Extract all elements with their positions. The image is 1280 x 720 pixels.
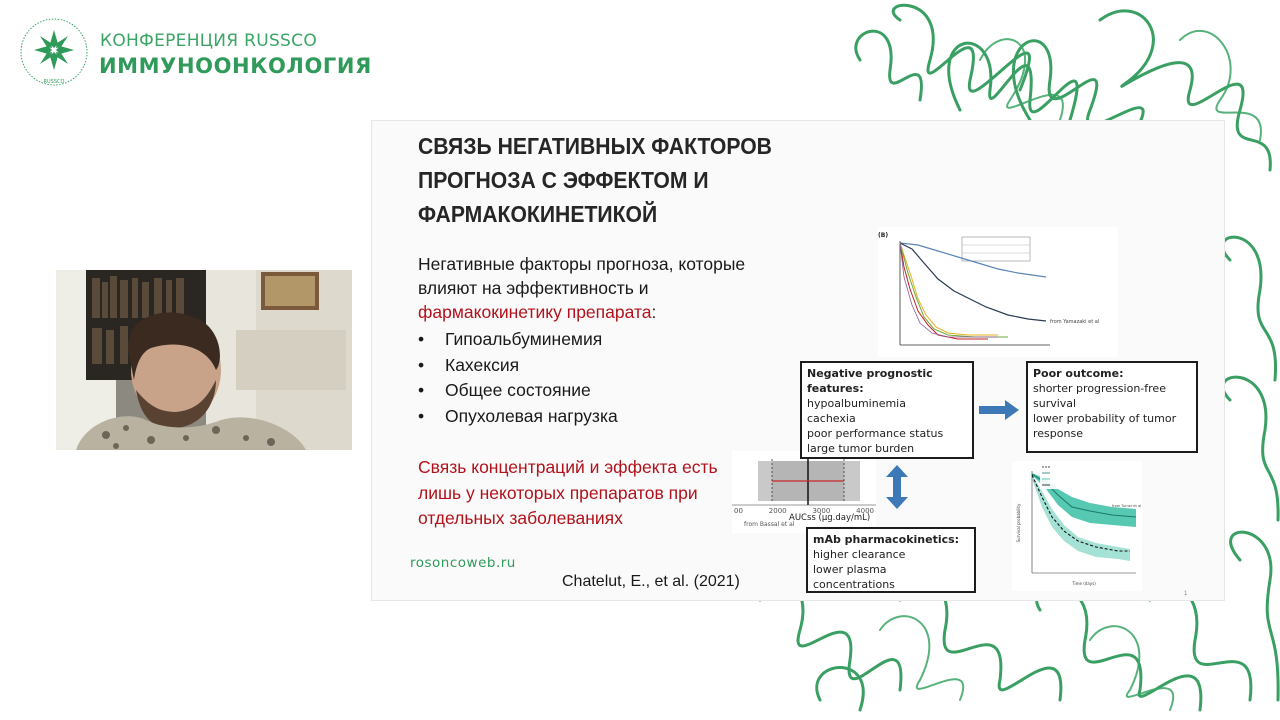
list-item: lower plasma concentrations	[813, 563, 895, 591]
auc-axis-label: AUCss (µg.day/mL)	[789, 513, 871, 523]
mab-pharmacokinetics-box	[806, 527, 976, 593]
list-item: lower probability of tumor response	[1033, 412, 1177, 440]
list-item: large tumor burden	[807, 442, 915, 455]
speaker-webcam-video[interactable]	[56, 270, 352, 450]
list-item: hypoalbuminemia	[807, 397, 906, 410]
survival-source: from Turner et al	[1112, 504, 1142, 508]
concentration-effect-note: Связь концентраций и эффекта есть лишь у некоторых препаратов при отдельных заболеваниях	[418, 457, 718, 528]
logo-caption: RUSSCO	[43, 79, 65, 85]
conference-topic: ИММУНООНКОЛОГИЯ	[99, 54, 372, 78]
list-item: • Опухолевая нагрузка	[418, 404, 618, 430]
auc-source: from Bassal et al	[744, 521, 795, 528]
citation: Chatelut, E., et al. (2021)	[562, 573, 740, 590]
intro-paragraph	[418, 252, 778, 324]
poor-outcome-title: Poor outcome:	[1033, 367, 1124, 380]
list-item: • Кахексия	[418, 353, 618, 379]
list-item: shorter progression-free survival	[1033, 382, 1166, 410]
auc-tick: 2000	[768, 507, 787, 515]
intro-highlight: фармакокинетику препарата	[418, 302, 652, 322]
auc-tick: 3000	[812, 507, 831, 515]
slide-title: СВЯЗЬ НЕГАТИВНЫХ ФАКТОРОВ ПРОГНОЗА С ЭФФЕКТОМ И ФАРМАКОКИНЕТИКОЙ	[418, 133, 772, 227]
prognostic-factors-list	[418, 327, 618, 429]
auc-tick: 4000	[856, 507, 874, 515]
negative-features-box	[800, 361, 974, 459]
intro-text: Негативные факторы прогноза, которые влияют на эффективность и	[418, 254, 746, 298]
slide-page-mark: 1	[1184, 591, 1188, 597]
negative-features-title: Negative prognostic features:	[807, 367, 933, 395]
survival-x-label: Time (days)	[1072, 581, 1096, 586]
km-panel-label: (B)	[878, 232, 889, 239]
list-item: • Общее состояние	[418, 378, 618, 404]
arrow-right-icon	[977, 399, 1021, 421]
russco-logo	[18, 16, 90, 88]
presentation-slide	[372, 121, 1224, 600]
conference-name: КОНФЕРЕНЦИЯ RUSSCO	[100, 31, 318, 51]
list-item: cachexia	[807, 412, 856, 425]
speaker-webcam-frame	[56, 270, 352, 450]
auc-tick: 00	[734, 507, 743, 515]
survival-probability-plot	[1012, 461, 1142, 591]
list-item: • Гипоальбуминемия	[418, 327, 618, 353]
website-link[interactable]: rosoncoweb.ru	[410, 555, 516, 571]
intro-colon: :	[651, 302, 657, 322]
km-source: from Yamazaki et al	[1050, 319, 1100, 325]
poor-outcome-box	[1026, 361, 1198, 453]
arrow-up-down-icon	[885, 464, 909, 510]
list-item: poor performance status	[807, 427, 944, 440]
list-item: higher clearance	[813, 548, 906, 561]
mab-title: mAb pharmacokinetics:	[813, 533, 960, 546]
km-curve-panel-b	[878, 227, 1118, 357]
survival-y-label: Survival probability	[1016, 503, 1021, 543]
